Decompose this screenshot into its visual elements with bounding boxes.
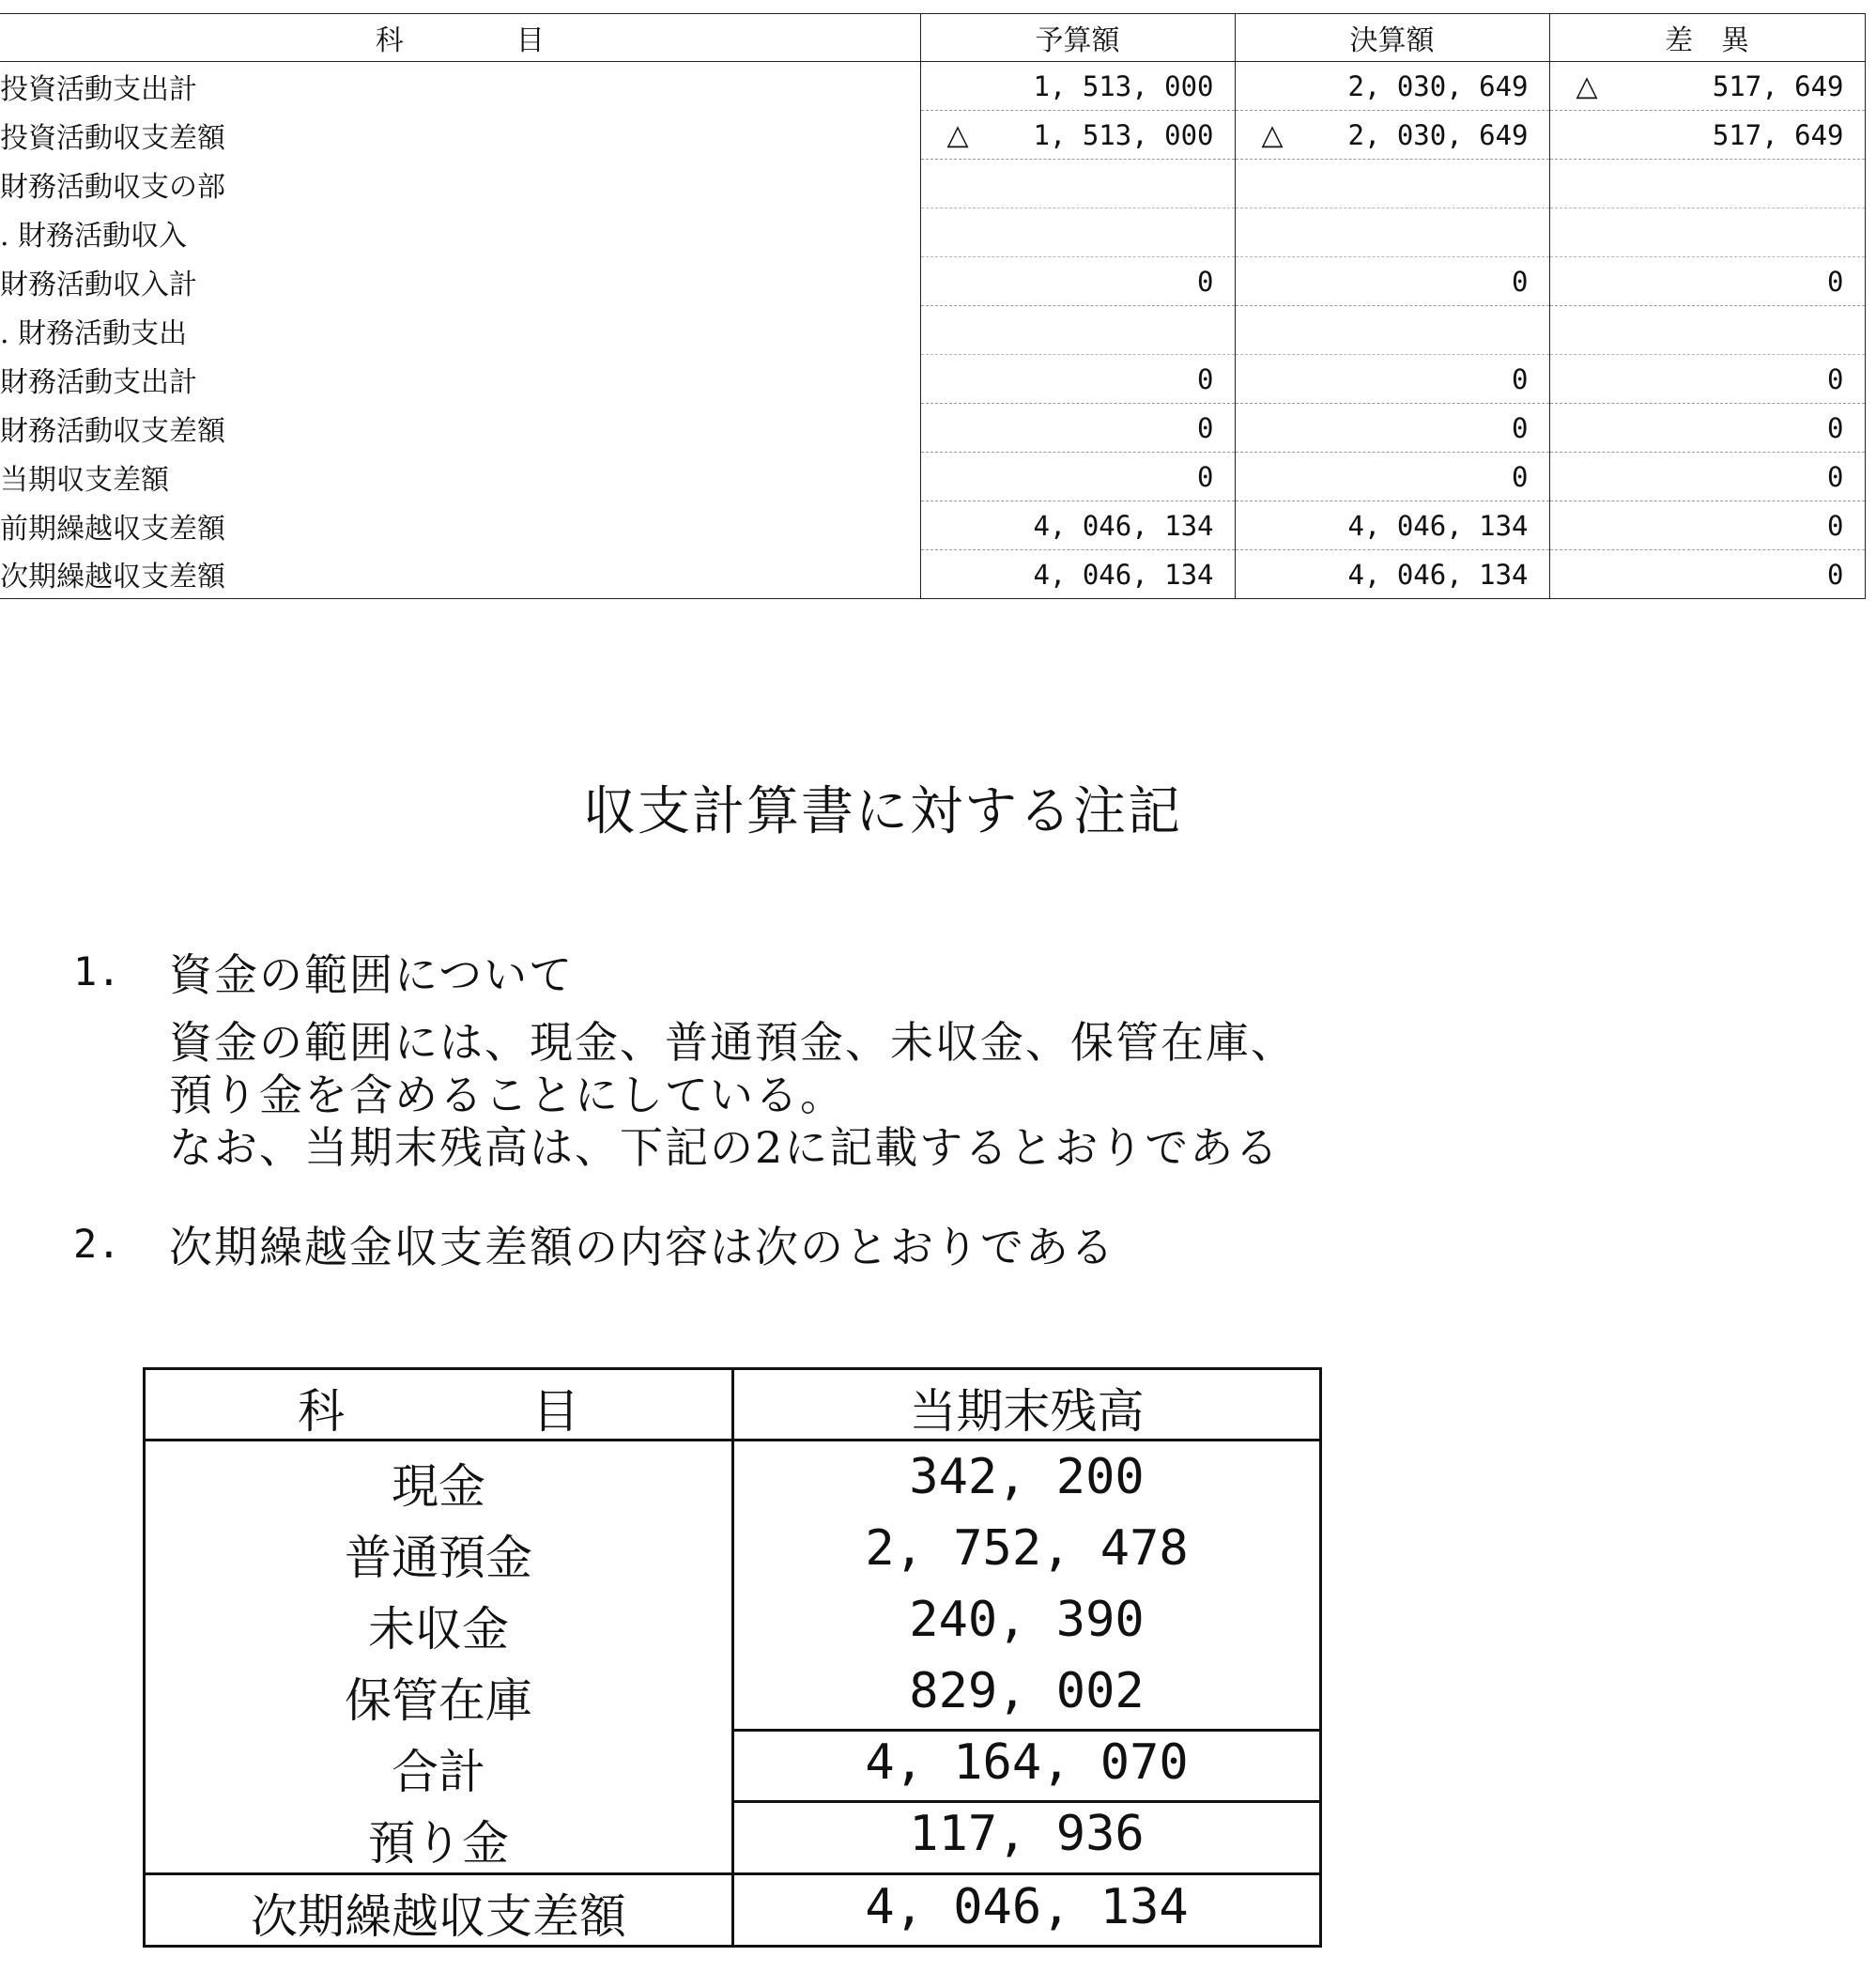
actual-cell: [1235, 550, 1549, 599]
actual-cell: [1235, 404, 1549, 453]
amount-value: 517, 649: [1712, 69, 1844, 102]
statement-row: [0, 111, 1865, 160]
amount-value: 0: [1827, 509, 1844, 542]
amount-value: 4, 046, 134: [1347, 509, 1529, 542]
actual-cell: [1235, 62, 1549, 111]
difference-cell: [1549, 257, 1865, 306]
budget-cell: [920, 550, 1235, 599]
note-1-line: なお、当期末残高は、下記の2に記載するとおりである: [169, 1122, 1281, 1173]
amount-value: 0: [1197, 411, 1214, 444]
statement-row: [0, 62, 1865, 111]
balance-value-carryover: 4, 046, 134: [865, 1879, 1189, 1935]
statement-row: [0, 501, 1865, 550]
deposit-divider: [731, 1800, 1319, 1803]
balance-value-receivable: 240, 390: [909, 1592, 1145, 1648]
statement-row: [0, 160, 1865, 208]
statement-header-row: [0, 14, 1865, 62]
budget-cell: [920, 404, 1235, 453]
difference-cell: [1549, 306, 1865, 355]
amount-value: 1, 513, 000: [1033, 118, 1214, 151]
statement-row: [0, 208, 1865, 257]
difference-cell: [1549, 111, 1865, 160]
actual-cell: [1235, 208, 1549, 257]
amount-value: 0: [1512, 411, 1529, 444]
header-actual: 決算額: [1235, 14, 1549, 62]
note-1-line: 預り金を含めることにしている。: [169, 1070, 845, 1120]
amount-value: 0: [1827, 460, 1844, 493]
difference-cell: [1549, 355, 1865, 404]
amount-value: 0: [1197, 362, 1214, 395]
amount-value: 2, 030, 649: [1347, 118, 1529, 151]
note-1-line: 資金の範囲には、現金、普通預金、未収金、保管在庫、: [169, 1017, 1296, 1068]
budget-cell: [920, 355, 1235, 404]
amount-value: 2, 030, 649: [1347, 69, 1529, 102]
amount-value: 0: [1827, 411, 1844, 444]
difference-cell: [1549, 501, 1865, 550]
amount-value: 0: [1197, 265, 1214, 298]
amount-value: 0: [1512, 460, 1529, 493]
amount-value: 0: [1512, 362, 1529, 395]
notes-title: 収支計算書に対する注記: [583, 781, 1182, 842]
statement-row-label: . 財務活動支出: [0, 316, 188, 350]
balance-item-inventory: 保管在庫: [345, 1673, 532, 1728]
amount-value: 4, 046, 134: [1347, 558, 1529, 591]
negative-triangle-icon: △: [1576, 69, 1598, 102]
amount-value: 0: [1827, 362, 1844, 395]
difference-cell: [1549, 208, 1865, 257]
amount-value: 517, 649: [1712, 118, 1844, 151]
subtotal-divider: [731, 1729, 1319, 1732]
actual-cell: [1235, 453, 1549, 501]
difference-cell: [1549, 550, 1865, 599]
actual-cell: [1235, 111, 1549, 160]
statement-row: [0, 550, 1865, 599]
header-item: 科 目: [0, 14, 920, 62]
actual-cell: [1235, 306, 1549, 355]
balance-item-receivable: 未収金: [368, 1602, 509, 1656]
negative-triangle-icon: △: [1261, 118, 1284, 151]
statement-row-label: 投資活動収支差額: [0, 121, 225, 155]
budget-cell: [920, 62, 1235, 111]
note-1-number: 1.: [73, 948, 121, 994]
balance-header-value: 当期末残高: [909, 1384, 1145, 1439]
actual-cell: [1235, 160, 1549, 208]
note-1-heading: 資金の範囲について: [169, 949, 575, 1000]
statement-row-label: 投資活動支出計: [0, 72, 197, 106]
amount-value: 0: [1197, 460, 1214, 493]
amount-value: 0: [1827, 265, 1844, 298]
balance-item-cash: 現金: [392, 1459, 485, 1514]
actual-cell: [1235, 501, 1549, 550]
statement-row-label: 財務活動支出計: [0, 365, 197, 399]
year-end-balance-table: [143, 1367, 1322, 1948]
balance-item-subtotal: 合計: [392, 1745, 485, 1799]
amount-value: 4, 046, 134: [1033, 509, 1214, 542]
note-2-number: 2.: [73, 1221, 121, 1267]
header-difference: 差 異: [1549, 14, 1865, 62]
balance-value-inventory: 829, 002: [909, 1663, 1145, 1719]
statement-row: [0, 306, 1865, 355]
income-statement-table: [0, 13, 1866, 599]
amount-value: 1, 513, 000: [1033, 69, 1214, 102]
statement-row-label: 財務活動収入計: [0, 268, 197, 301]
budget-cell: [920, 208, 1235, 257]
balance-value-deposits: 117, 936: [909, 1806, 1145, 1862]
budget-cell: [920, 306, 1235, 355]
balance-value-cash: 342, 200: [909, 1449, 1145, 1505]
statement-row: [0, 404, 1865, 453]
balance-item-deposits: 預り金: [368, 1816, 509, 1871]
difference-cell: [1549, 160, 1865, 208]
header-budget: 予算額: [920, 14, 1235, 62]
amount-value: 4, 046, 134: [1033, 558, 1214, 591]
budget-cell: [920, 257, 1235, 306]
balance-value-subtotal: 4, 164, 070: [865, 1734, 1189, 1791]
statement-row-label: 次期繰越収支差額: [0, 550, 920, 599]
negative-triangle-icon: △: [946, 118, 969, 151]
amount-value: 0: [1512, 265, 1529, 298]
difference-cell: [1549, 404, 1865, 453]
budget-cell: [920, 111, 1235, 160]
statement-row-label: . 財務活動収入: [0, 219, 188, 253]
difference-cell: [1549, 62, 1865, 111]
difference-cell: [1549, 453, 1865, 501]
balance-item-carryover: 次期繰越収支差額: [251, 1889, 626, 1944]
budget-cell: [920, 501, 1235, 550]
note-2-heading: 次期繰越金収支差額の内容は次のとおりである: [169, 1222, 1115, 1272]
statement-row-label: 前期繰越収支差額: [0, 512, 225, 546]
actual-cell: [1235, 257, 1549, 306]
amount-value: 0: [1827, 558, 1844, 591]
budget-cell: [920, 160, 1235, 208]
statement-row-label: 財務活動収支差額: [0, 414, 225, 448]
statement-row: [0, 453, 1865, 501]
statement-row: [0, 257, 1865, 306]
actual-cell: [1235, 355, 1549, 404]
statement-row: [0, 355, 1865, 404]
balance-header-item: 科 目: [298, 1384, 579, 1439]
statement-row-label: 当期収支差額: [0, 463, 169, 497]
budget-cell: [920, 453, 1235, 501]
statement-row-label: 財務活動収支の部: [0, 170, 225, 204]
balance-value-savings: 2, 752, 478: [865, 1520, 1189, 1577]
balance-item-savings: 普通預金: [345, 1531, 532, 1585]
